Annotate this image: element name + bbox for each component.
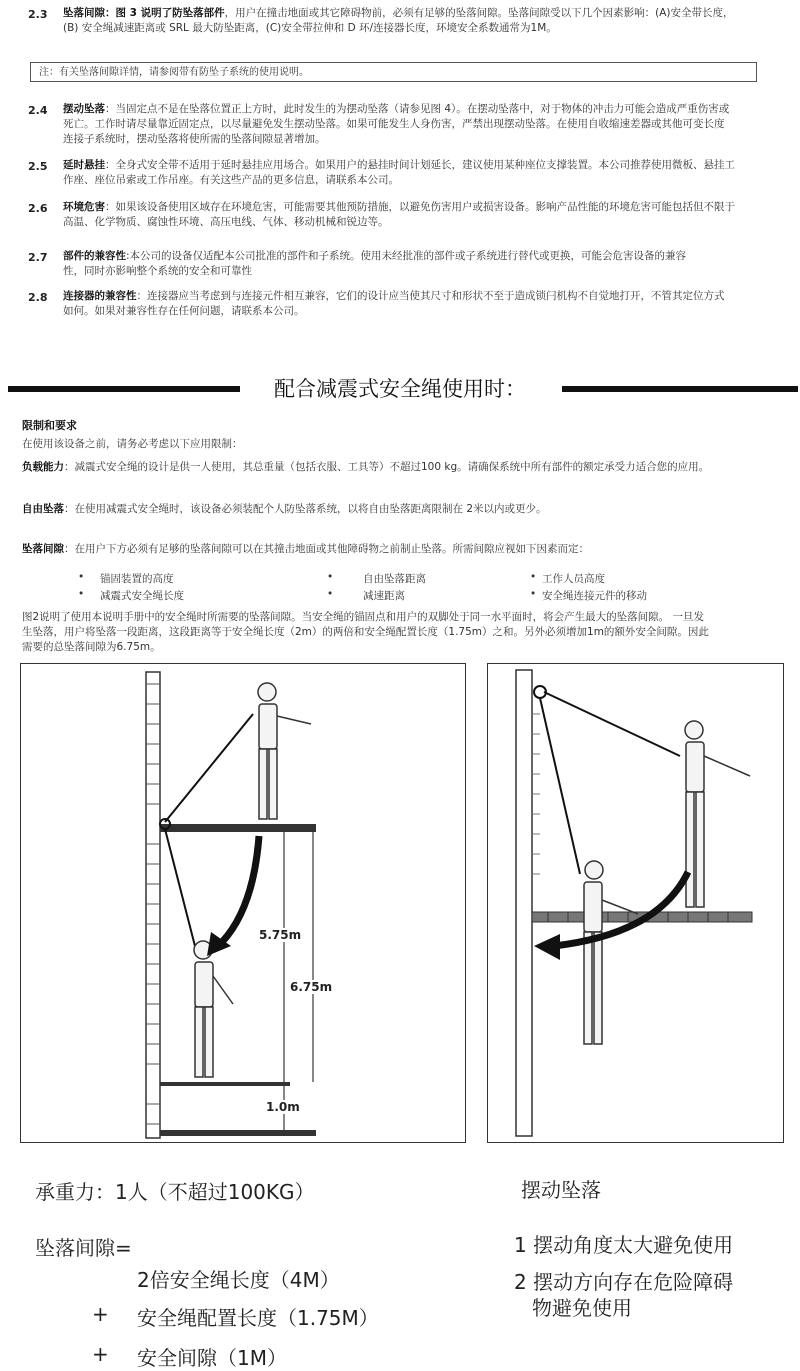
summary-plus: + (92, 1302, 109, 1326)
note-box: 注：有关坠落间隙详情，请参阅带有防坠子系统的使用说明。 (30, 62, 757, 82)
summary-plus: + (92, 1342, 109, 1366)
section-title: 坠落间隙：图 3 说明了防坠落部件 (63, 7, 225, 19)
section-title: 延时悬挂 (63, 159, 105, 171)
upper-platform (160, 824, 316, 832)
section-line: ：全身式安全带不适用于延时悬挂应用场合。如果用户的悬挂时间计划延长，建议使用某种座位支撑装置。本公司推荐使用微板、悬挂工 (105, 159, 735, 171)
section-line: 高温、化学物质、腐蚀性环境、高压电线、气体、移动机械和锐边等。 (63, 216, 389, 228)
wall-ticks (532, 714, 540, 874)
ground-floor (160, 1130, 316, 1136)
lanyard-upper (544, 692, 680, 756)
bullet-item: 安全绳连接元件的移动 (542, 590, 647, 602)
section-2-3 (63, 6, 783, 36)
fall-clearance-illustration (21, 664, 465, 1142)
section-line: ，用户在撞击地面或其它障碍物前，必须有足够的坠落间隙。坠落间隙受以下几个因素影响：(A)安全带长度， (224, 7, 734, 19)
bullet-dot: • (530, 588, 537, 600)
section-line: :本公司的设备仅适配本公司批准的部件和子系统。使用未经批准的部件或子系统进行替代或更换，可能会危害设备的兼容 (126, 250, 687, 262)
summary-load: 承重力：1人（不超过100KG） (35, 1180, 315, 1204)
bullet-item: 锚固装置的高度 (100, 573, 174, 585)
paragraph-line: 图2说明了使用本说明手册中的安全绳时所需要的坠落间隙。当安全绳的锚固点和用户的双脚处于同一水平面时，将会产生最大的坠落间隙。 一旦发 (22, 611, 705, 623)
section-line: 作座、座位吊索或工作吊座。有关这些产品的更多信息，请联系本公司。 (63, 174, 399, 186)
free-fall (22, 502, 792, 517)
bullet-dot: • (78, 588, 85, 600)
paragraph-line: 生坠落，用户将坠落一段距离，这段距离等于安全绳长度（2m）的两倍和安全绳配置长度（1.75m）之和。另外必须增加1m的额外安全间隙。因此 (22, 626, 709, 638)
section-line: 死亡。工作时请尽量靠近固定点，以尽量避免发生摆动坠落。如果可能发生人身伤害，严禁出现摆动坠落。在使用自收缩速差器或其他可变长度 (63, 118, 725, 130)
free-fall-text: ：在使用减震式安全绳时，该设备必须装配个人防坠落系统，以将自由坠落距离限制在 2米以内或更少。 (64, 503, 547, 515)
restrictions-intro: 在使用该设备之前，请务必考虑以下应用限制： (22, 438, 243, 450)
bullet-dot: • (327, 571, 334, 583)
dim-label-safety: 1.0m (266, 1100, 300, 1114)
fall-clearance-text: ：在用户下方必须有足够的坠落间隙可以在其撞击地面或其他障碍物之前制止坠落。所需间隙应视如下因素而定： (64, 543, 589, 555)
swing-arrow-head (534, 934, 560, 960)
fall-clearance-title: 坠落间隙 (22, 543, 64, 555)
section-line: (B) 安全绳减速距离或 SRL 最大防坠距离，(C)安全带拉伸和 D 环/连接器长度，环境安全系数通常为1M。 (63, 22, 557, 34)
load-capacity (22, 460, 792, 475)
section-number: 2.6 (28, 202, 48, 215)
lower-floor (160, 1082, 290, 1086)
lanyard-upper (165, 714, 253, 822)
section-line: ：当固定点不是在坠落位置正上方时，此时发生的为摆动坠落（请参见图 4）。在摆动坠落中，对于物体的冲击力可能会造成严重伤害或 (105, 103, 730, 115)
swing-fall-illustration (488, 664, 783, 1142)
load-title: 负载能力 (22, 461, 64, 473)
dim-label-free-fall: 5.75m (259, 928, 302, 942)
summary-swing-item: 2 摆动方向存在危险障碍 (514, 1270, 734, 1294)
worker-upper (685, 721, 750, 907)
bullet-item: 减震式安全绳长度 (100, 590, 184, 602)
summary-gap-item: 2倍安全绳长度（4M） (137, 1268, 340, 1292)
section-2-7 (63, 249, 783, 279)
section-number: 2.7 (28, 251, 48, 264)
section-number: 2.4 (28, 104, 48, 117)
bullet-dot: • (530, 571, 537, 583)
section-title: 摆动坠落 (63, 103, 105, 115)
section-2-4 (63, 102, 783, 147)
summary-swing-item: 物避免使用 (532, 1296, 632, 1320)
wall-column (146, 672, 160, 1138)
figure-paragraph (22, 610, 792, 655)
section-title: 环境危害 (63, 201, 105, 213)
section-number: 2.3 (28, 8, 48, 21)
figure-swing-fall (487, 663, 784, 1143)
lanyard-lower (540, 698, 580, 874)
wall-column (516, 670, 532, 1136)
restrictions-heading: 限制和要求 (22, 419, 77, 432)
figure-fall-clearance (20, 663, 466, 1143)
bullet-dot: • (78, 571, 85, 583)
fall-arrow (217, 836, 259, 947)
section-title: 连接器的兼容性 (63, 290, 137, 302)
load-text: ：减震式安全绳的设计是供一人使用，其总重量（包括衣服、工具等）不超过100 kg。请确保系统中所有部件的额定承受力适合您的应用。 (64, 461, 710, 473)
summary-swing-title: 摆动坠落 (521, 1178, 601, 1202)
bullet-item: 工作人员高度 (542, 573, 605, 585)
summary-gap-label: 坠落间隙= (35, 1236, 132, 1260)
bullet-item: 减速距离 (363, 590, 405, 602)
section-number: 2.5 (28, 160, 48, 173)
section-line: 如何。如果对兼容性存在任何问题，请联系本公司。 (63, 305, 305, 317)
section-2-6 (63, 200, 783, 230)
summary-swing-item: 1 摆动角度太大避免使用 (514, 1233, 734, 1257)
section-2-5 (63, 158, 783, 188)
section-line: ：如果该设备使用区域存在环境危害，可能需要其他预防措施，以避免伤害用户或损害设备。影响产品性能的环境危害可能包括但不限于 (105, 201, 735, 213)
dim-label-total: 6.75m (290, 980, 333, 994)
section-number: 2.8 (28, 291, 48, 304)
fall-clearance (22, 542, 792, 557)
free-fall-title: 自由坠落 (22, 503, 64, 515)
section-title: 部件的兼容性 (63, 250, 126, 262)
paragraph-line: 需要的总坠落间隙为6.75m。 (22, 641, 161, 653)
swing-arrow (554, 872, 688, 946)
section-line: 性，同时亦影响整个系统的安全和可靠性 (63, 265, 252, 277)
section-line: 连接子系统时，摆动坠落将使所需的坠落间隙显著增加。 (63, 133, 326, 145)
worker-upper (258, 683, 311, 819)
bullet-item: 自由坠落距离 (363, 573, 426, 585)
bullet-dot: • (327, 588, 334, 600)
summary-gap-item: 安全绳配置长度（1.75M） (137, 1306, 379, 1330)
worker-lower (584, 861, 638, 1044)
worker-lower (194, 941, 233, 1077)
section-line: ：连接器应当考虑到与连接元件相互兼容，它们的设计应当使其尺寸和形状不至于造成锁闩机构不自觉地打开，不管其定位方式 (136, 290, 725, 302)
summary-gap-item: 安全间隙（1M） (137, 1346, 287, 1370)
section-2-8 (63, 289, 783, 319)
lanyard-lower (165, 829, 197, 954)
banner-title: 配合减震式安全绳使用时： (274, 377, 526, 401)
